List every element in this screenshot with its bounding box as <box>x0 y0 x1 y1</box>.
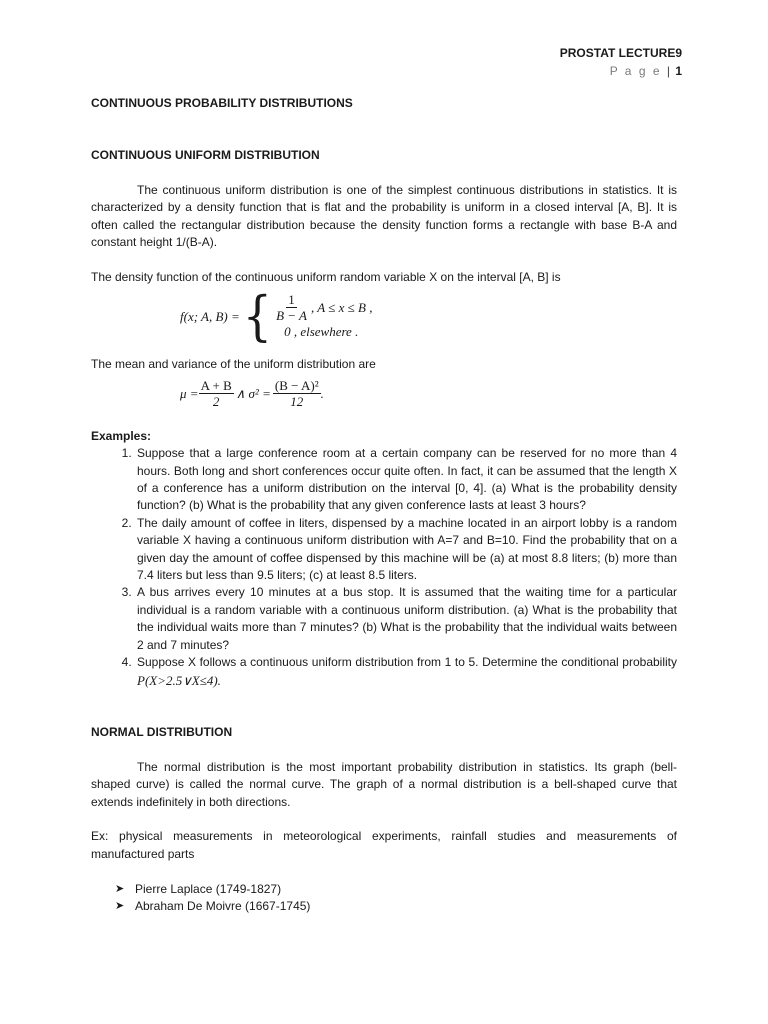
mean-numerator: A + B <box>200 378 232 394</box>
uniform-title: CONTINUOUS UNIFORM DISTRIBUTION <box>91 148 320 163</box>
page-label: P a g e <box>609 64 662 78</box>
mean-fraction <box>199 378 234 409</box>
examples-title: Examples: <box>91 428 152 443</box>
normal-intro: The normal distribution is the most important probability distribution in statistics. Its graph (bell-shaped curve) is called the normal curve. The graph of a normal distribution is a bell-shaped curve that extends indefinitely in both directions. <box>91 759 677 809</box>
example-item-2: 2. The daily amount of coffee in liters, dispensed by a machine located in an airport lobby is a random variable X having a continuous uniform distribution with A=7 and B=10. Find the probability that on a given day the amount of coffee dispensed by this machine will be (a) at most 8.8 liters; (b) more than 7.4 liters but less than 9.5 liters; (c) at least 8.5 liters. <box>135 515 677 585</box>
person-item-2 <box>115 898 677 915</box>
person-item-1 <box>115 881 677 898</box>
arrow-bullet-icon: ➤ <box>115 899 125 912</box>
people-list <box>91 881 677 916</box>
header-page-number <box>610 64 682 78</box>
density-condition: , A ≤ x ≤ B , <box>311 300 373 316</box>
page-number: 1 <box>675 64 682 78</box>
density-intro: The density function of the continuous uniform random variable X on the interval [A, B] is <box>91 270 561 285</box>
person-name: Abraham De Moivre (1667-1745) <box>135 898 311 913</box>
document-body <box>91 95 677 915</box>
examples-list <box>91 445 677 690</box>
example-item-1: 1. Suppose that a large conference room at a certain company can be reserved for no more than 4 hours. Both long and short conferences occur quite often. In fact, it can be assumed that the length X of a conference has a uniform distribution on the interval [0, 4]. (a) What is the probability density function? (b) What is the probability that any given conference lasts at least 3 hours? <box>135 445 677 515</box>
example-4-math: P(X>2.5∨X≤4). <box>137 672 221 688</box>
density-numerator: 1 <box>288 292 295 308</box>
variance-denominator: 12 <box>290 394 304 410</box>
arrow-bullet-icon: ➤ <box>115 882 125 895</box>
density-formula <box>180 286 677 346</box>
example-item-4 <box>135 654 677 690</box>
mean-lhs: μ = <box>180 386 199 402</box>
variance-fraction <box>273 378 321 409</box>
variance-numerator: (B − A)² <box>274 378 319 394</box>
mean-denominator: 2 <box>212 394 220 410</box>
variance-lhs: ∧ σ² = <box>235 386 271 402</box>
person-name: Pierre Laplace (1749-1827) <box>135 881 282 896</box>
density-lhs: f(x; A, B) = <box>180 308 240 324</box>
main-title: CONTINUOUS PROBABILITY DISTRIBUTIONS <box>91 96 353 110</box>
mean-intro: The mean and variance of the uniform distribution are <box>91 357 376 372</box>
density-else: 0 , elsewhere . <box>284 324 359 340</box>
normal-title: NORMAL DISTRIBUTION <box>91 724 233 739</box>
uniform-intro: The continuous uniform distribution is one of the simplest continuous distributions in statistics. It is characterized by a density function that is flat and the probability is uniform in a closed interval [A, B]. It is often called the rectangular distribution because the density function forms a rectangle with base B-A and constant height 1/(B-A). <box>91 183 677 250</box>
example-item-3: 3. A bus arrives every 10 minutes at a bus stop. It is assumed that the waiting time for a particular individual is a random variable with a continuous uniform distribution. (a) What is the probability that the individual waits more than 7 minutes? (b) What is the probability that the individual waits between 2 and 7 minutes? <box>135 584 677 654</box>
header-title: PROSTAT LECTURE9 <box>559 46 682 60</box>
mean-variance-formula <box>180 374 677 414</box>
density-denominator: B − A <box>276 308 307 324</box>
left-brace: { <box>242 285 273 348</box>
normal-examples: Ex: physical measurements in meteorological experiments, rainfall studies and measurements of manufactured parts <box>91 829 677 861</box>
example-4-text: Suppose X follows a continuous uniform distribution from 1 to 5. Determine the conditional probability <box>137 655 677 670</box>
page-separator: | <box>666 64 670 78</box>
density-fraction <box>274 292 309 323</box>
variance-end: . <box>320 386 324 402</box>
